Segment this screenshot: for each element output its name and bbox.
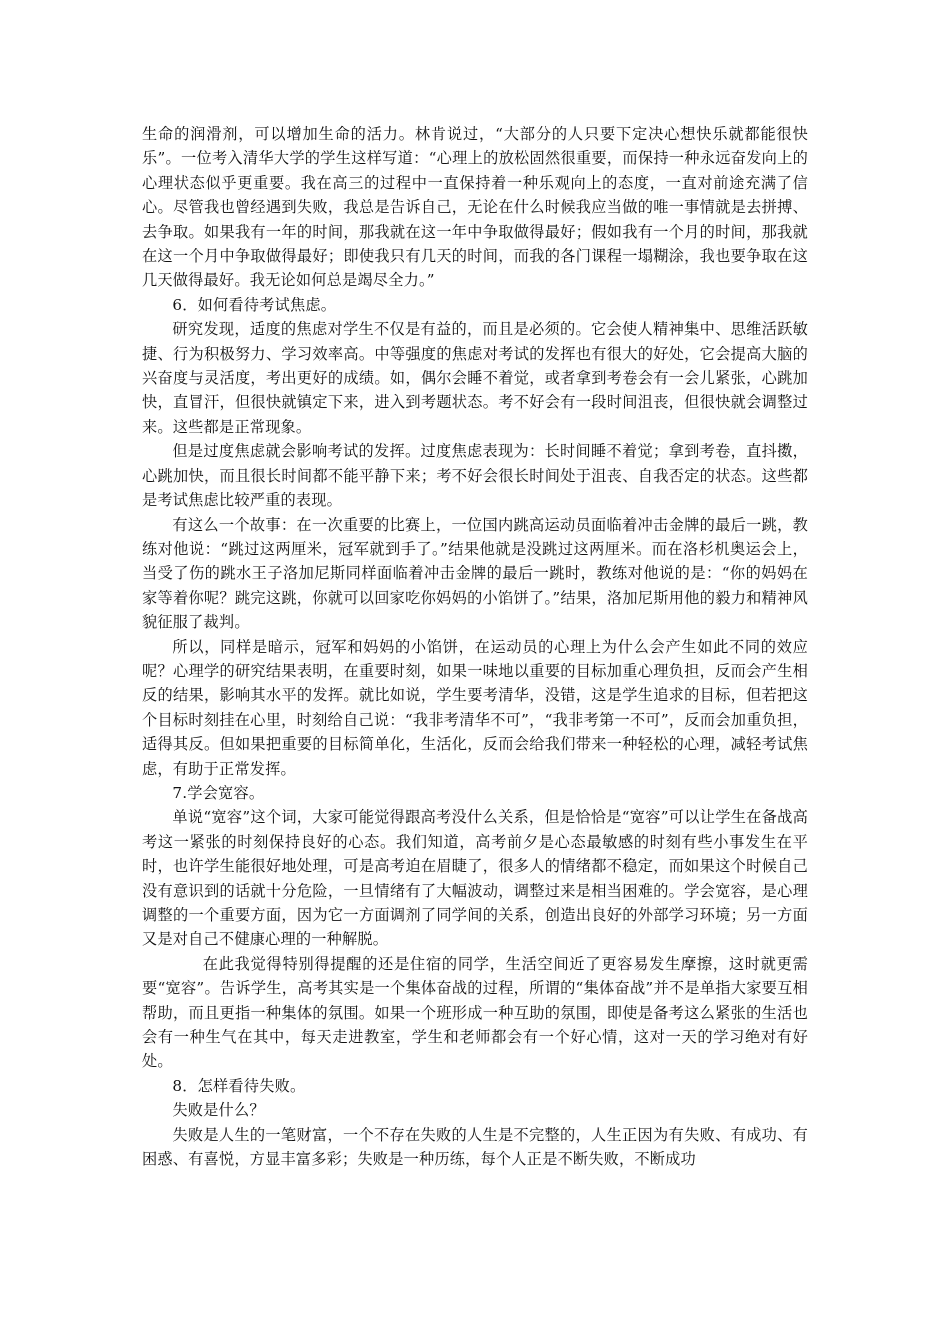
section-heading-7: 7.学会宽容。 xyxy=(172,783,265,802)
paragraph-2: 研究发现，适度的焦虑对学生不仅是有益的，而且是必须的。它会使人精神集中、思维活跃敏捷、行为积极努力、学习效率高。中等强度的焦虑对考试的发挥也有很大的好处，它会提高大脑的兴奋度与灵活度，考出更好的成绩。如，偶尔会睡不着觉，或者拿到考卷会有一会儿紧张，心跳加快，直冒汗，但很快就镇定下来，进入到考题状态。考不好会有一段时间沮丧，但很快就会调整过来。这些都是正常现象。 xyxy=(142,320,808,436)
paragraph-8: 失败是什么？ xyxy=(172,1101,265,1120)
paragraph-4: 有这么一个故事：在一次重要的比赛上，一位国内跳高运动员面临着冲击金牌的最后一跳，教练对他说：“跳过这两厘米，冠军就到手了。”结果他就是没跳过这两厘米。而在洛杉机奥运会上，当受了伤的跳水王子洛加尼斯同样面临着冲击金牌的最后一跳时，教练对他说的是：“你的妈妈在家等着你呢？跳完这跳，你就可以回家吃你妈妈的小馅饼了。”结果，洛加尼斯用他的毅力和精神风貌征服了裁判。 xyxy=(142,515,808,632)
section-heading-8: 8．怎样看待失败。 xyxy=(172,1076,306,1095)
paragraph-1: 生命的润滑剂，可以增加生命的活力。林肯说过，“大部分的人只要下定决心想快乐就都能很快乐”。一位考入清华大学的学生这样写道：“心理上的放松固然很重要，而保持一种永远奋发向上的心理状态似乎更重要。我在高三的过程中一直保持着一种乐观向上的态度，一直对前途充满了信心。尽管我也曾经遇到失败，我总是告诉自己，无论在什么时候我应当做的唯一事情就是去拼搏、去争取。如果我有一年的时间，那我就在这一年中争取做得最好；假如我有一个月的时间，那我就在这一个月中争取做得最好；即使我只有几天的时间，而我的各门课程一塌糊涂，我也要争取在这几天做得最好。我无论如何总是竭尽全力。” xyxy=(142,125,808,290)
document-body xyxy=(142,122,808,1171)
section-heading-6: 6．如何看待考试焦虑。 xyxy=(172,295,337,314)
paragraph-7: 在此我觉得特别得提醒的还是住宿的同学，生活空间近了更容易发生摩擦，这时就更需要“宽容”。告诉学生，高考其实是一个集体奋战的过程，所谓的“集体奋战”并不是单指大家要互相帮助，而且更指一种集体的氛围。如果一个班形成一种互助的氛围，即使是备考这么紧张的生活也会有一种生气在其中，每天走进教室，学生和老师都会有一个好心情，这对一天的学习绝对有好处。 xyxy=(142,954,808,1071)
paragraph-5: 所以，同样是暗示，冠军和妈妈的小馅饼，在运动员的心理上为什么会产生如此不同的效应呢？心理学的研究结果表明，在重要时刻，如果一味地以重要的目标加重心理负担，反而会产生相反的结果，影响其水平的发挥。就比如说，学生要考清华，没错，这是学生追求的目标，但若把这个目标时刻挂在心里，时刻给自己说：“我非考清华不可”，“我非考第一不可”，反而会加重负担，适得其反。但如果把重要的目标简单化，生活化，反而会给我们带来一种轻松的心理，减轻考试焦虑，有助于正常发挥。 xyxy=(142,637,808,778)
paragraph-9: 失败是人生的一笔财富，一个不存在失败的人生是不完整的，人生正因为有失败、有成功、有困惑、有喜悦，方显丰富多彩；失败是一种历练，每个人正是不断失败，不断成功 xyxy=(142,1125,808,1169)
paragraph-3: 但是过度焦虑就会影响考试的发挥。过度焦虑表现为：长时间睡不着觉；拿到考卷，直抖擞，心跳加快，而且很长时间都不能平静下来；考不好会很长时间处于沮丧、自我否定的状态。这些都是考试焦虑比较严重的表现。 xyxy=(142,442,808,510)
paragraph-6: 单说“宽容”这个词，大家可能觉得跟高考没什么关系，但是恰恰是“宽容”可以让学生在备战高考这一紧张的时刻保持良好的心态。我们知道，高考前夕是心态最敏感的时刻有些小事发生在平时，也许学生能很好地处理，可是高考迫在眉睫了，很多人的情绪都不稳定，而如果这个时候自己没有意识到的话就十分危险，一旦情绪有了大幅波动，调整过来是相当困难的。学会宽容，是心理调整的一个重要方面，因为它一方面调剂了同学间的关系，创造出良好的外部学习环境；另一方面又是对自己不健康心理的一种解脱。 xyxy=(142,808,808,949)
